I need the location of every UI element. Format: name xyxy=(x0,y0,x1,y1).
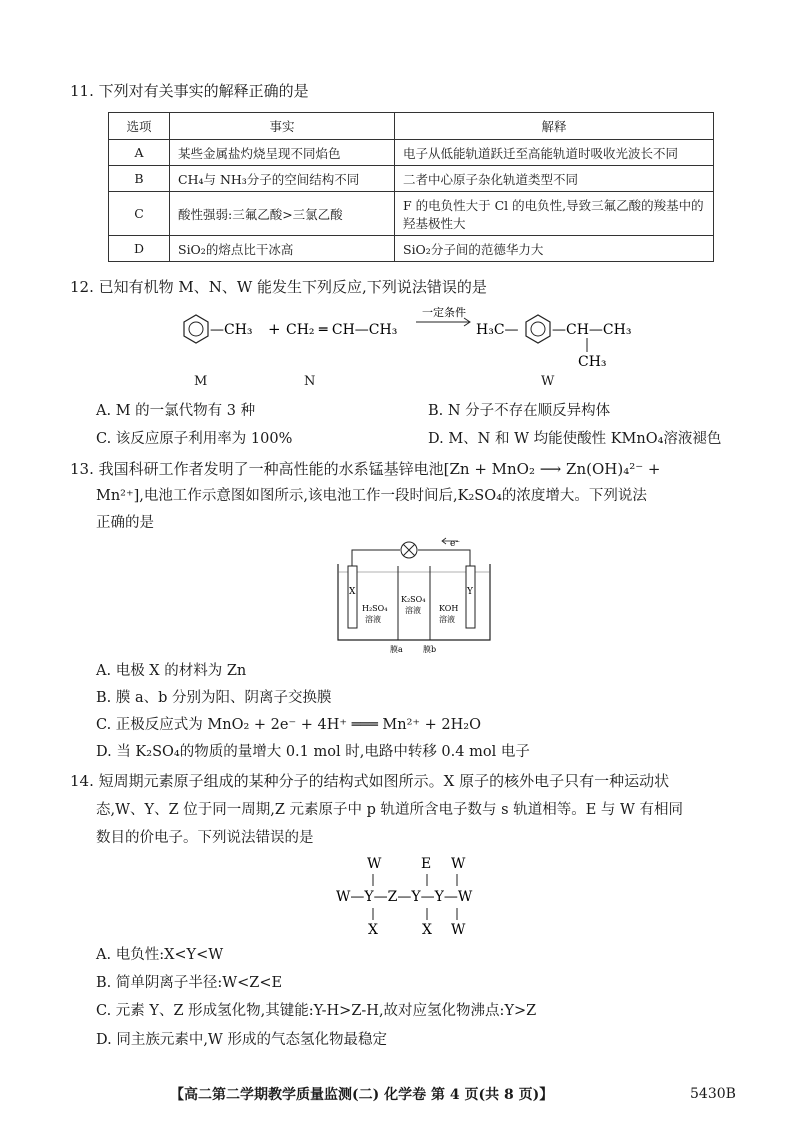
label-n: N xyxy=(304,374,316,389)
electrode-y-label: Y xyxy=(467,587,473,597)
electron-label: e⁻ xyxy=(450,539,461,549)
plus-sign: + xyxy=(268,320,281,338)
benzene-ring-m xyxy=(184,315,208,343)
atom-top-2: E xyxy=(421,856,432,872)
membrane-a-label: 膜a xyxy=(390,645,403,654)
atom-top-1: W xyxy=(367,856,382,872)
table-cell: 电子从低能轨道跃迁至高能轨道时吸收光波长不同 xyxy=(395,140,714,166)
benzene-ring-w xyxy=(526,315,550,343)
q14-title: 14. 短周期元素原子组成的某种分子的结构式如图所示。X 原子的核外电子只有一种运动状 xyxy=(70,772,670,790)
q13-option-b: B. 膜 a、b 分别为阳、阴离子交换膜 xyxy=(96,690,332,706)
q14-option-c: C. 元素 Y、Z 形成氢化物,其键能:Y-H>Z-H,故对应氢化物沸点:Y>Z xyxy=(96,1003,537,1019)
q14-option-a: A. 电负性:X<Y<W xyxy=(96,947,224,963)
atom-bottom-3: W xyxy=(451,922,466,936)
electrode-y xyxy=(466,566,475,628)
q14-option-b: B. 简单阴离子半径:W<Z<E xyxy=(96,975,283,991)
label-w: W xyxy=(541,374,555,389)
table-row xyxy=(109,166,714,192)
table-row xyxy=(109,140,714,166)
label-m: M xyxy=(194,374,208,389)
w-right: —CH—CH₃ xyxy=(552,322,632,338)
table-cell: F 的电负性大于 Cl 的电负性,导致三氟乙酸的羧基中的羟基极性大 xyxy=(395,192,714,236)
table-header-row xyxy=(109,113,714,140)
membrane-b-label: 膜b xyxy=(423,645,437,654)
electrode-x-label: X xyxy=(349,587,356,597)
q12-option-b: B. N 分子不存在顺反异构体 xyxy=(428,403,611,419)
table-header: 选项 xyxy=(109,113,170,140)
sol-right-formula: KOH xyxy=(439,604,459,613)
table-cell: B xyxy=(109,166,170,192)
q14-line2: 态,W、Y、Z 位于同一周期,Z 元素原子中 p 轨道所含电子数与 s 轨道相等。E 与 W 有相同 xyxy=(96,802,684,818)
table-cell: 酸性强弱:三氟乙酸>三氯乙酸 xyxy=(170,192,395,236)
paper-code: 5430B xyxy=(690,1086,736,1102)
sol-mid-text: 溶液 xyxy=(405,606,421,615)
table-cell: A xyxy=(109,140,170,166)
main-chain: W—Y—Z—Y—Y—W xyxy=(336,889,473,905)
q12-option-a: A. M 的一氯代物有 3 种 xyxy=(96,403,256,419)
q14-option-d: D. 同主族元素中,W 形成的气态氢化物最稳定 xyxy=(96,1032,387,1048)
table-row xyxy=(109,236,714,262)
bulb-icon xyxy=(401,542,417,558)
q11-table xyxy=(108,112,714,262)
sol-left-text: 溶液 xyxy=(365,615,381,624)
reaction-condition: 一定条件 xyxy=(422,306,466,319)
q13-line3: 正确的是 xyxy=(96,515,154,531)
q13-option-c: C. 正极反应式为 MnO₂ + 2e⁻ + 4H⁺ ═══ Mn²⁺ + 2H₂O xyxy=(96,717,482,733)
q13-option-d: D. 当 K₂SO₄的物质的量增大 0.1 mol 时,电路中转移 0.4 mol 电子 xyxy=(96,744,530,760)
electrode-x xyxy=(348,566,357,628)
reaction-arrow xyxy=(416,318,470,326)
q11-title: 11. 下列对有关事实的解释正确的是 xyxy=(70,82,309,100)
table-header: 事实 xyxy=(170,113,395,140)
table-cell: SiO₂分子间的范德华力大 xyxy=(395,236,714,262)
table-cell: C xyxy=(109,192,170,236)
sol-left-formula: H₂SO₄ xyxy=(362,604,388,613)
q12-option-d: D. M、N 和 W 均能使酸性 KMnO₄溶液褪色 xyxy=(428,431,722,447)
atom-top-3: W xyxy=(451,856,466,872)
w-left: H₃C— xyxy=(476,322,519,338)
m-methyl: —CH₃ xyxy=(210,322,253,338)
table-cell: 某些金属盐灼烧呈现不同焰色 xyxy=(170,140,395,166)
q14-line3: 数目的价电子。下列说法错误的是 xyxy=(96,830,314,846)
w-branch: CH₃ xyxy=(578,354,607,370)
atom-bottom-1: X xyxy=(368,922,378,936)
atom-bottom-2: X xyxy=(422,922,432,936)
sol-right-text: 溶液 xyxy=(439,615,455,624)
page-footer: 【高二第二学期教学质量监测(二) 化学卷 第 4 页(共 8 页)】 xyxy=(170,1087,554,1103)
molecule-structure xyxy=(330,852,510,936)
q12-reaction xyxy=(170,300,690,380)
wire-right xyxy=(418,550,470,568)
q13-title: 13. 我国科研工作者发明了一种高性能的水系锰基锌电池[Zn + MnO₂ ⟶ Zn(OH)₄²⁻ + xyxy=(70,460,661,478)
q13-option-a: A. 电极 X 的材料为 Zn xyxy=(96,663,247,679)
table-row xyxy=(109,192,714,236)
q12-title: 12. 已知有机物 M、N、W 能发生下列反应,下列说法错误的是 xyxy=(70,278,487,296)
table-cell: 二者中心原子杂化轨道类型不同 xyxy=(395,166,714,192)
table-cell: CH₄与 NH₃分子的空间结构不同 xyxy=(170,166,395,192)
sol-mid-formula: K₂SO₄ xyxy=(401,595,426,604)
table-header: 解释 xyxy=(395,113,714,140)
q13-line2: Mn²⁺],电池工作示意图如图所示,该电池工作一段时间后,K₂SO₄的浓度增大。下列说法 xyxy=(96,488,647,504)
battery-diagram xyxy=(330,536,500,656)
table-cell: D xyxy=(109,236,170,262)
n-formula: CH₂ ═ CH—CH₃ xyxy=(286,322,398,338)
table-cell: SiO₂的熔点比干冰高 xyxy=(170,236,395,262)
wire-left xyxy=(352,550,400,568)
q12-option-c: C. 该反应原子利用率为 100% xyxy=(96,431,293,447)
